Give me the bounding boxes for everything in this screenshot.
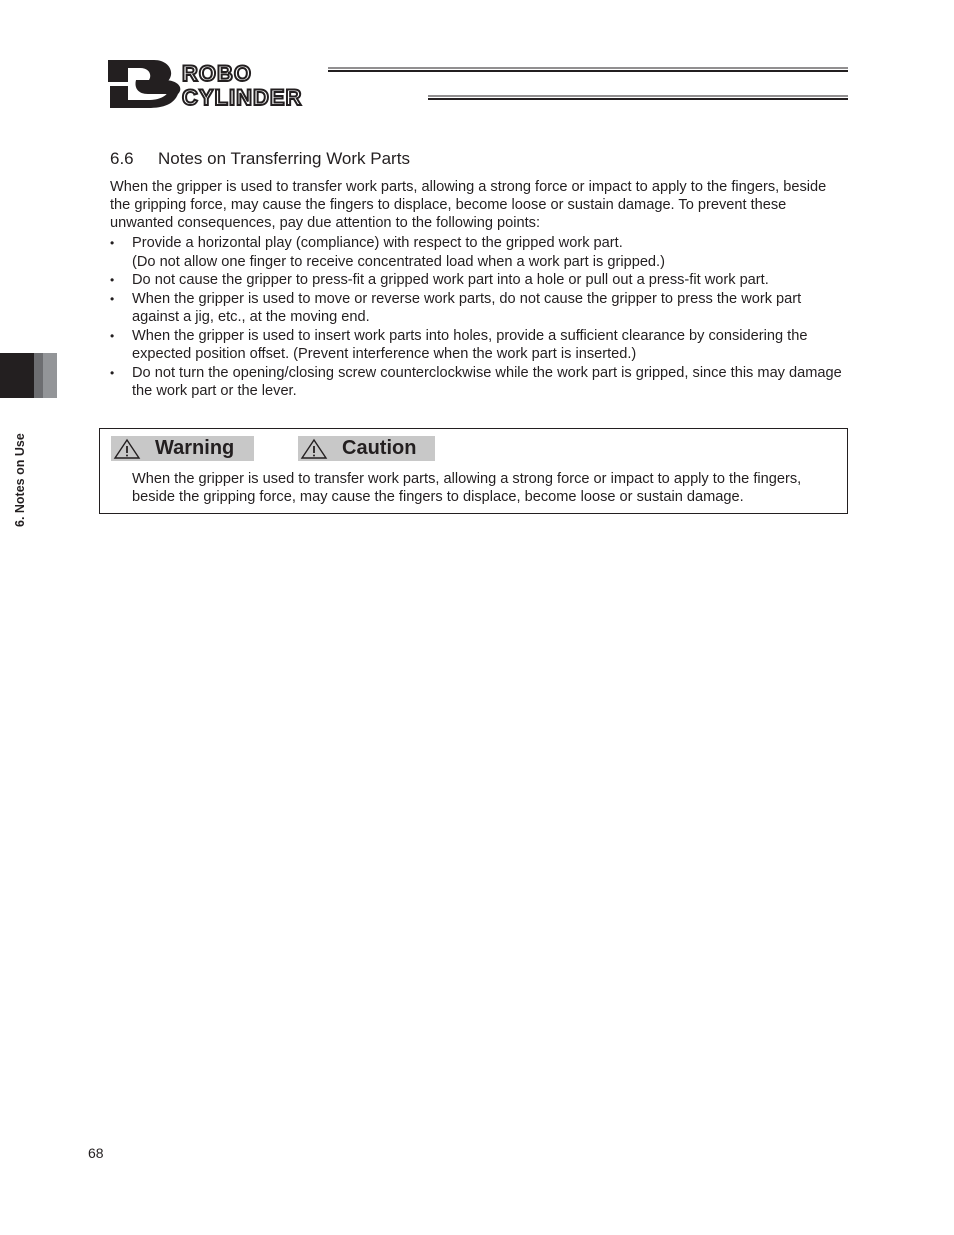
rc-mark-icon: [108, 60, 180, 108]
page-number: 68: [88, 1145, 104, 1161]
warning-badge: [111, 436, 254, 461]
list-item: [110, 290, 850, 327]
chapter-tab-light: [43, 353, 57, 398]
chapter-side-label: 6. Notes on Use: [13, 433, 27, 527]
bullet-list: [110, 234, 850, 401]
list-item-text: When the gripper is used to move or reverse work parts, do not cause the gripper to press the work part against a jig, etc., at the moving end.: [132, 290, 802, 325]
list-item-text: Do not cause the gripper to press-fit a gripped work part into a hole or pull out a press-fit work part.: [132, 272, 769, 288]
list-item: [110, 234, 850, 271]
chapter-tab-mid: [34, 353, 43, 398]
logo-line2: CYLINDER: [182, 85, 303, 108]
bullet-dot: •: [110, 291, 115, 306]
logo-line1: ROBO: [182, 61, 252, 86]
header-rules: [328, 68, 848, 99]
list-item-text: When the gripper is used to insert work parts into holes, provide a sufficient clearance by considering the expected position offset. (Prevent interference when the work part is inserted.): [132, 327, 808, 362]
notice-box: [99, 428, 848, 514]
section-number: 6.6: [110, 149, 134, 168]
list-item-text: Do not turn the opening/closing screw counterclockwise while the work part is gripped, since this may damage the work part or the lever.: [132, 364, 842, 399]
list-item-subtext: (Do not allow one finger to receive concentrated load when a work part is gripped.): [132, 253, 665, 270]
chapter-tab-dark: [0, 353, 34, 398]
notice-text: When the gripper is used to transfer work parts, allowing a strong force or impact to apply to the fingers, beside the gripping force, may cause the fingers to displace, become loose or sustain damage.: [132, 471, 802, 506]
intro-paragraph: When the gripper is used to transfer work parts, allowing a strong force or impact to apply to the fingers, beside the gripping force, may cause the fingers to displace, become loose or sustain damage. To prevent these unwanted consequences, pay due attention to the following points:: [110, 179, 827, 232]
caution-triangle-icon: [300, 438, 328, 460]
bullet-dot: •: [110, 236, 115, 250]
bullet-dot: •: [110, 365, 115, 380]
section-title: Notes on Transferring Work Parts: [158, 149, 410, 168]
list-item: [110, 327, 850, 364]
warning-triangle-icon: [113, 438, 141, 460]
list-item: [110, 271, 850, 290]
list-item: [110, 364, 850, 401]
list-item-text: Provide a horizontal play (compliance) with respect to the gripped work part.: [132, 235, 623, 251]
caution-label: Caution: [342, 437, 417, 459]
caution-badge: [298, 436, 435, 461]
bullet-dot: •: [110, 328, 115, 343]
robo-cylinder-logo: [108, 60, 848, 108]
warning-label: Warning: [155, 437, 235, 459]
bullet-dot: •: [110, 273, 115, 287]
section-heading: [110, 149, 410, 169]
